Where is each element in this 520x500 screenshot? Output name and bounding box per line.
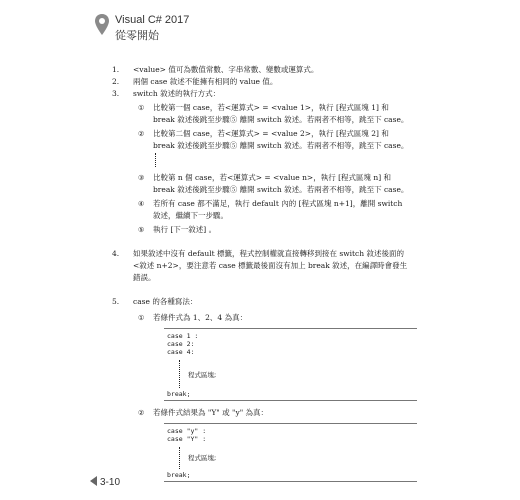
triangle-left-icon: [90, 476, 97, 486]
code-line: case 2:: [167, 340, 195, 348]
book-header: [94, 13, 190, 43]
example-label: [133, 312, 412, 324]
step-item: [133, 224, 412, 236]
location-pin-icon: [94, 13, 110, 37]
code-line: case "Y" :: [167, 435, 207, 443]
list-item: [112, 88, 412, 236]
item-text: switch 敘述的執行方式：: [133, 89, 221, 98]
code-body-ellipsis: [179, 360, 417, 388]
code-line: case 1 :: [167, 332, 199, 340]
step-text: 執行 [下一敘述] 。: [153, 225, 217, 234]
list-item: [112, 76, 412, 88]
step-item: [133, 198, 412, 222]
content-list: [112, 64, 412, 488]
step-marker: ③: [138, 174, 145, 182]
code-body-ellipsis: [179, 447, 417, 469]
step-text: 若所有 case 都不滿足，執行 default 內的 [程式區塊 n+1]，離開 switch 敘述，繼續下一步驟。: [153, 199, 403, 220]
step-marker: ②: [138, 130, 145, 138]
code-statement: 程式區塊;: [188, 454, 217, 462]
item-text: <value> 值可為數值常數、字串常數、變數或運算式。: [133, 65, 319, 74]
book-title: Visual C# 2017: [115, 14, 190, 26]
code-line: break;: [167, 390, 191, 398]
step-text: 比較第一個 case，若<運算式> = <value 1>，執行 [程式區塊 1] 和 break 敘述後跳至步驟⑤ 離開 switch 敘述。若兩者不相等，跳至下 case。: [153, 103, 409, 124]
example-label: [133, 407, 412, 419]
code-line: case "y" :: [167, 427, 207, 435]
item-number: 4.: [112, 249, 120, 258]
item-text: 如果敘述中沒有 default 標籤，程式控制權就直接轉移到接在 switch 敘述後面的 <敘述 n+2>，要注意若 case 標籤最後面沒有加上 break 敘述，在編譯時會發生錯誤。: [133, 249, 408, 282]
item-text: case 的各種寫法：: [133, 297, 198, 306]
step-marker: ①: [138, 104, 145, 112]
step-text: 比較第 n 個 case，若<運算式> = <value n>，執行 [程式區塊 n] 和 break 敘述後跳至步驟⑤ 離開 switch 敘述。若兩者不相等，跳至下 case。: [153, 173, 409, 194]
item-text: 兩個 case 敘述不能擁有相同的 value 值。: [133, 77, 278, 86]
example-marker: ①: [138, 314, 145, 322]
item-number: 2.: [112, 77, 120, 86]
code-block: [164, 423, 417, 482]
item-number: 1.: [112, 65, 120, 74]
vertical-ellipsis: [155, 153, 412, 167]
list-item: [112, 296, 412, 482]
item-number: 5.: [112, 297, 120, 306]
example-marker: ②: [138, 409, 145, 417]
page-number: 3-10: [100, 477, 121, 488]
example-label-text: 若條件式結果為 "Y" 或 "y" 為真：: [153, 408, 269, 417]
step-item: [133, 102, 412, 126]
item-number: 3.: [112, 89, 120, 98]
step-item: [133, 128, 412, 152]
step-marker: ④: [138, 200, 145, 208]
list-item: [112, 64, 412, 76]
step-item: [133, 172, 412, 196]
step-marker: ⑤: [138, 226, 145, 234]
list-item: [112, 248, 412, 284]
code-statement: 程式區塊;: [188, 371, 217, 379]
code-block: [164, 328, 417, 401]
code-line: case 4:: [167, 348, 195, 356]
book-subtitle: 從零開始: [115, 29, 159, 42]
page-footer: [90, 476, 120, 488]
example-label-text: 若條件式為 1、2、4 為真：: [153, 313, 248, 322]
step-text: 比較第二個 case，若<運算式> = <value 2>，執行 [程式區塊 2] 和 break 敘述後跳至步驟⑤ 離開 switch 敘述。若兩者不相等，跳至下 case。: [153, 129, 409, 150]
code-line: break;: [167, 471, 191, 479]
